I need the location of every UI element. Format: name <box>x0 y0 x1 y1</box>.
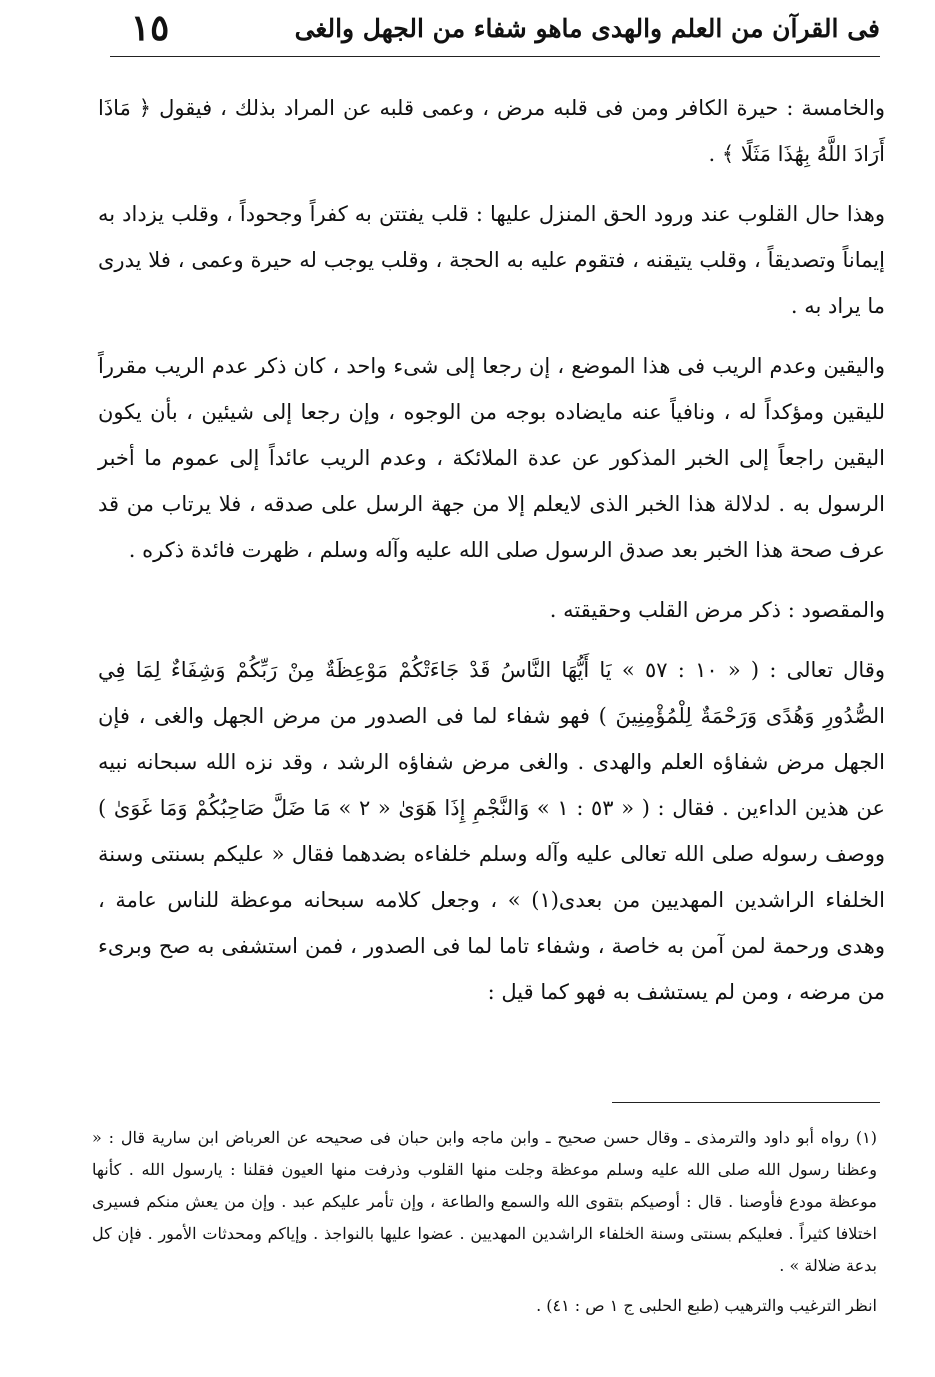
paragraph-hearts: وهذا حال القلوب عند ورود الحق المنزل عليها : قلب يفتتن به كفراً وجحوداً ، وقلب يزداد به إيماناً وتصديقاً ، وقلب يتيقنه ، فتقوم عليه به الحجة ، وقلب يوجب له حيرة وعمى ، فلا يدرى ما يراد به . <box>98 202 885 318</box>
paragraph-certainty: واليقين وعدم الريب فى هذا الموضع ، إن رجعا إلى شىء واحد ، كان ذكر عدم الريب مقرراً لليقين ومؤكداً له ، ونافياً عنه مايضاده بوجه من الوجوه ، وإن رجعا إلى شيئين ، بأن يكون اليقين راجعاً إلى الخبر المذكور عن عدة الملائكة ، وعدم الريب عائداً إلى عموم ما أخبر الرسول به . لدلالة هذا الخبر الذى لايعلم إلا من جهة الرسل على صدقه ، فلا يرتاب من قد عرف صحة هذا الخبر بعد صدق الرسول صلى الله عليه وآله وسلم ، ظهرت فائدة ذكره . <box>98 354 885 562</box>
paragraph-quran-healing: وقال تعالى : ( « ١٠ : ٥٧ » يَا أَيُّهَا النَّاسُ قَدْ جَاءَتْكُمْ مَوْعِظَةٌ مِنْ رَبِّكُمْ وَشِفَاءٌ لِمَا فِي الصُّدُورِ وَهُدًى وَرَحْمَةٌ لِلْمُؤْمِنِينَ ) فهو شفاء لما فى الصدور من مرض الجهل والغى ، فإن الجهل مرض شفاؤه العلم والهدى . والغى مرض شفاؤه الرشد ، وقد نزه الله سبحانه نبيه عن هذين الداءين . فقال : ( « ٥٣ : ١ » وَالنَّجْمِ إِذَا هَوَىٰ « ٢ » مَا ضَلَّ صَاحِبُكُمْ وَمَا غَوَىٰ ) ووصف رسوله صلى الله تعالى عليه وآله وسلم خلفاءه بضدهما فقال « عليكم بسنتى وسنة الخلفاء الراشدين المهديين من بعدى(١) » ، وجعل كلامه سبحانه موعظة للناس عامة ، وهدى ورحمة لمن آمن به خاصة ، وشفاء تاما لما فى الصدور ، فمن استشفى به صح وبرىء من مرضه ، ومن لم يستشف به فهو كما قيل : <box>98 658 885 1004</box>
footnote-reference: انظر الترغيب والترهيب (طبع الحلبى ج ١ ص : ٤١) . <box>536 1296 877 1315</box>
paragraph-fifth-effect: والخامسة : حيرة الكافر ومن فى قلبه مرض ، وعمى قلبه عن المراد بذلك ، فيقول ﴿ مَاذَا أَرَادَ اللَّهُ بِهَٰذَا مَثَلًا ﴾ . <box>98 96 885 166</box>
header-rule <box>110 56 880 57</box>
page-header <box>150 6 880 50</box>
footnote-rule <box>612 1102 880 1103</box>
main-text <box>98 85 885 1029</box>
footnote-1: (١) رواه أبو داود والترمذى ـ وقال حسن صحيح ـ وابن ماجه وابن حبان فى صحيحه عن العرباض ابن سارية قال : « وعظنا رسول الله صلى الله عليه وسلم موعظة وجلت منها القلوب وذرفت منها العيون فقلنا : يارسول الله . كأنها موعظة مودع فأوصنا . قال : أوصيكم بتقوى الله والسمع والطاعة ، وإن تأمر عليكم عبد . وإن من يعش منكم فسيرى اختلافا كثيراً . فعليكم بسنتى وسنة الخلفاء الراشدين المهديين . عضوا عليها بالنواجذ . وإياكم ومحدثات الأمور . فإن كل بدعة ضلالة » . <box>92 1128 877 1275</box>
page-number: ١٥ <box>130 7 170 49</box>
paragraph-purpose: والمقصود : ذكر مرض القلب وحقيقته . <box>549 598 885 622</box>
running-title: فى القرآن من العلم والهدى ماهو شفاء من الجهل والغى <box>294 13 880 43</box>
footnotes <box>92 1122 877 1322</box>
